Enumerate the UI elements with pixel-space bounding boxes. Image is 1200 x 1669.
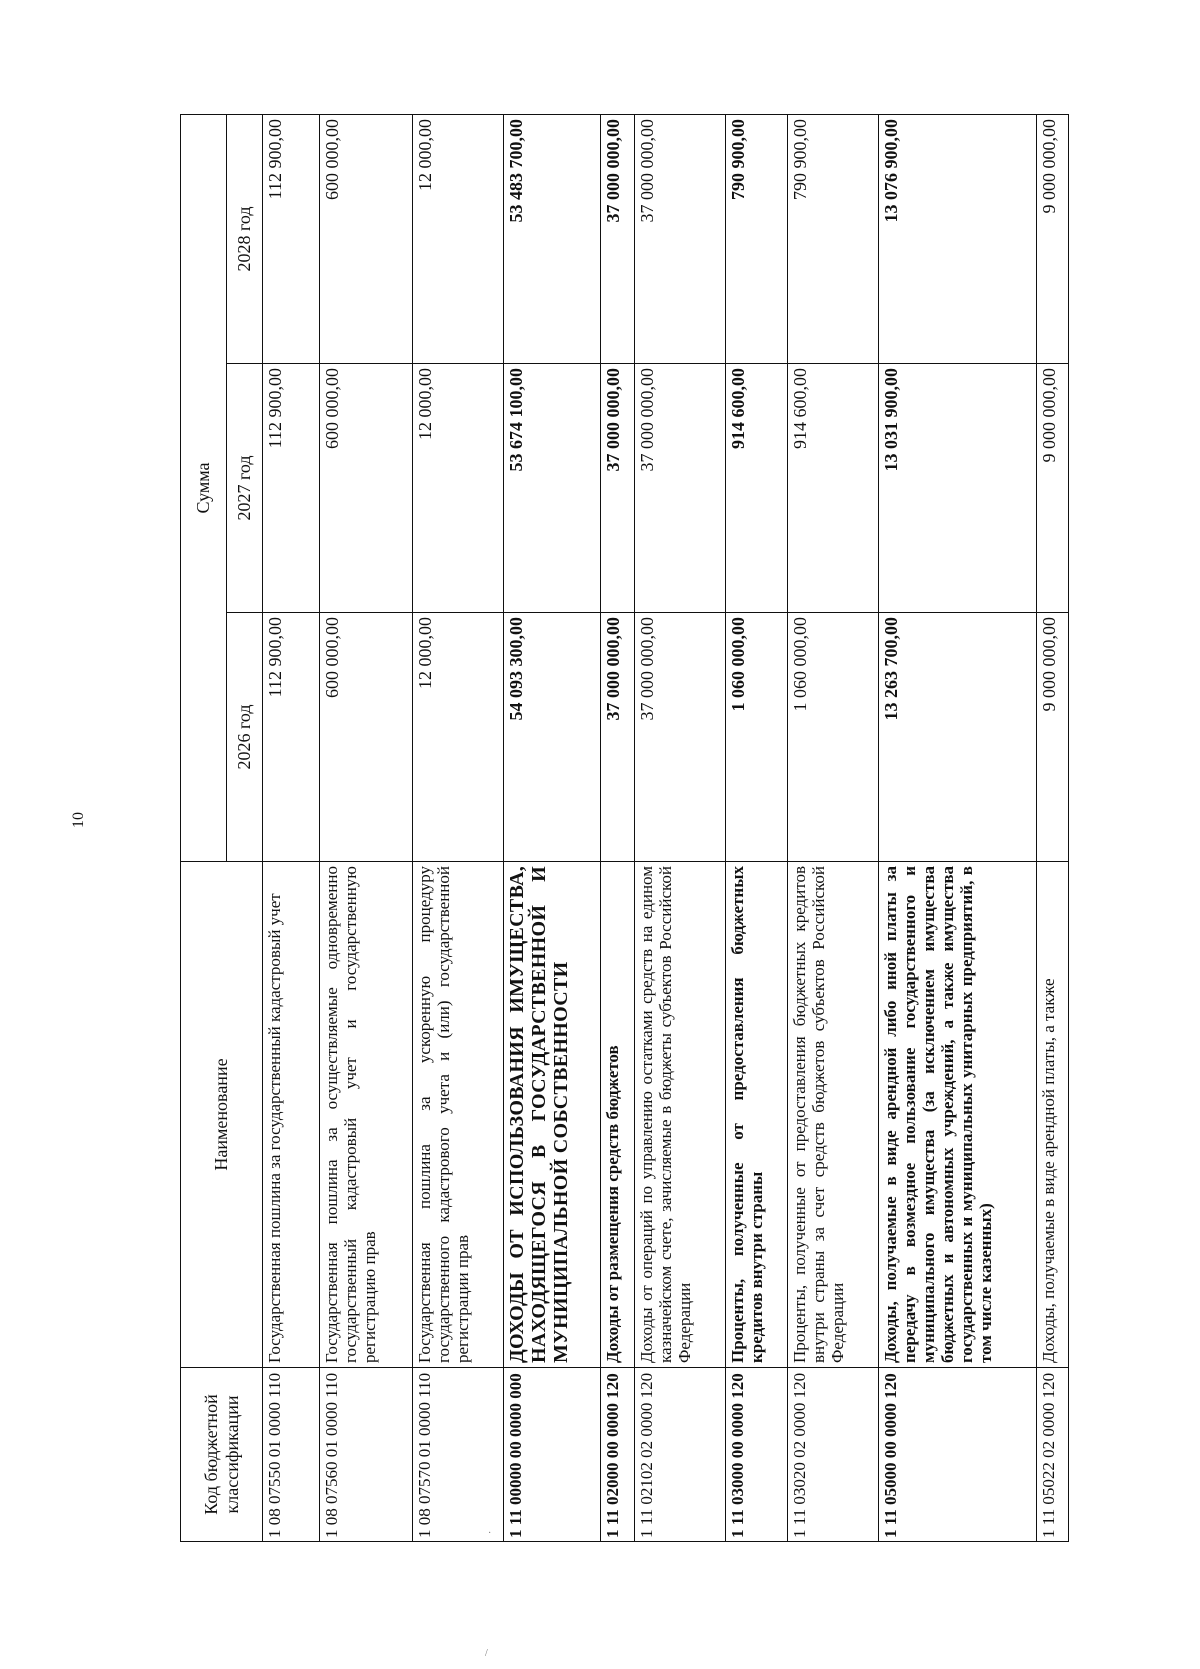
table-row xyxy=(725,114,788,1541)
name-cell: Доходы от операций по управлению остатками средств на едином казначейском счете, зачисляемые в бюджеты субъектов Российской Федерации xyxy=(635,862,726,1368)
name-cell: Проценты, полученные от предоставления бюджетных кредитов внутри страны за счет средств бюджетов субъектов Российской Федерации xyxy=(788,862,879,1368)
amount-2026-cell: 600 000,00 xyxy=(320,613,413,862)
amount-2028-cell: 53 483 700,00 xyxy=(503,114,600,363)
amount-2027-cell: 53 674 100,00 xyxy=(503,364,600,613)
table-row xyxy=(263,114,320,1541)
table-row xyxy=(635,114,726,1541)
amount-2027-cell: 914 600,00 xyxy=(788,364,879,613)
header-year-2028: 2028 год xyxy=(227,114,263,363)
amount-2027-cell: 37 000 000,00 xyxy=(600,364,635,613)
header-year-2026: 2026 год xyxy=(227,613,263,862)
name-cell: Доходы от размещения средств бюджетов xyxy=(600,862,635,1368)
code-cell: 1 11 05000 00 0000 120 xyxy=(879,1368,1037,1542)
table-row xyxy=(600,114,635,1541)
scan-speck: · xyxy=(488,1528,492,1539)
amount-2027-cell: 13 031 900,00 xyxy=(879,364,1037,613)
amount-2026-cell: 13 263 700,00 xyxy=(879,613,1037,862)
amount-2026-cell: 37 000 000,00 xyxy=(635,613,726,862)
amount-2028-cell: 12 000,00 xyxy=(412,114,503,363)
amount-2026-cell: 54 093 300,00 xyxy=(503,613,600,862)
table-row xyxy=(320,114,413,1541)
amount-2026-cell: 9 000 000,00 xyxy=(1036,613,1068,862)
header-code: Код бюджетной классификации xyxy=(181,1368,263,1542)
amount-2028-cell: 13 076 900,00 xyxy=(879,114,1037,363)
name-cell: Государственная пошлина за государственный кадастровый учет xyxy=(263,862,320,1368)
budget-income-table-wrapper xyxy=(180,115,1069,1542)
amount-2026-cell: 112 900,00 xyxy=(263,613,320,862)
code-cell: 1 08 07560 01 0000 110 xyxy=(320,1368,413,1542)
header-sum: Сумма xyxy=(181,114,227,861)
code-cell: 1 11 02102 02 0000 120 xyxy=(635,1368,726,1542)
amount-2027-cell: 12 000,00 xyxy=(412,364,503,613)
amount-2026-cell: 1 060 000,00 xyxy=(725,613,788,862)
amount-2028-cell: 112 900,00 xyxy=(263,114,320,363)
amount-2027-cell: 112 900,00 xyxy=(263,364,320,613)
table-row xyxy=(1036,114,1068,1541)
amount-2028-cell: 37 000 000,00 xyxy=(600,114,635,363)
amount-2027-cell: 37 000 000,00 xyxy=(635,364,726,613)
amount-2028-cell: 790 900,00 xyxy=(725,114,788,363)
page-number: 10 xyxy=(70,812,87,828)
table-row xyxy=(412,114,503,1541)
code-cell: 1 11 03020 02 0000 120 xyxy=(788,1368,879,1542)
name-cell: Государственная пошлина за ускоренную процедуру государственного кадастрового учета и (или) государственной регистрации прав xyxy=(412,862,503,1368)
amount-2026-cell: 37 000 000,00 xyxy=(600,613,635,862)
table-row xyxy=(788,114,879,1541)
budget-income-table xyxy=(180,114,1069,1542)
amount-2027-cell: 600 000,00 xyxy=(320,364,413,613)
amount-2027-cell: 914 600,00 xyxy=(725,364,788,613)
name-cell: Доходы, получаемые в виде арендной платы, а также xyxy=(1036,862,1068,1368)
amount-2028-cell: 600 000,00 xyxy=(320,114,413,363)
name-cell: Государственная пошлина за осуществляемые одновременно государственный кадастровый учет и государственную регистрацию прав xyxy=(320,862,413,1368)
scan-speck: / xyxy=(485,1648,488,1659)
name-cell: ДОХОДЫ ОТ ИСПОЛЬЗОВАНИЯ ИМУЩЕСТВА, НАХОДЯЩЕГОСЯ В ГОСУДАРСТВЕННОЙ И МУНИЦИПАЛЬНОЙ СОБСТВЕННОСТИ xyxy=(503,862,600,1368)
code-cell: 1 11 03000 00 0000 120 xyxy=(725,1368,788,1542)
amount-2027-cell: 9 000 000,00 xyxy=(1036,364,1068,613)
code-cell: 1 11 02000 00 0000 120 xyxy=(600,1368,635,1542)
amount-2026-cell: 12 000,00 xyxy=(412,613,503,862)
amount-2028-cell: 9 000 000,00 xyxy=(1036,114,1068,363)
table-row xyxy=(879,114,1037,1541)
header-year-2027: 2027 год xyxy=(227,364,263,613)
amount-2028-cell: 37 000 000,00 xyxy=(635,114,726,363)
name-cell: Проценты, полученные от предоставления бюджетных кредитов внутри страны xyxy=(725,862,788,1368)
code-cell: 1 08 07550 01 0000 110 xyxy=(263,1368,320,1542)
code-cell: 1 11 00000 00 0000 000 xyxy=(503,1368,600,1542)
amount-2028-cell: 790 900,00 xyxy=(788,114,879,363)
table-row xyxy=(503,114,600,1541)
code-cell: 1 11 05022 02 0000 120 xyxy=(1036,1368,1068,1542)
name-cell: Доходы, получаемые в виде арендной либо иной платы за передачу в возмездное пользование государственного и муниципального имущества (за исключением имущества бюджетных и автономных учреждений, а также имущества государственных и муниципальных унитарных предприятий, в том числе казенных) xyxy=(879,862,1037,1368)
code-cell: 1 08 07570 01 0000 110 xyxy=(412,1368,503,1542)
header-name: Наименование xyxy=(181,862,263,1368)
amount-2026-cell: 1 060 000,00 xyxy=(788,613,879,862)
